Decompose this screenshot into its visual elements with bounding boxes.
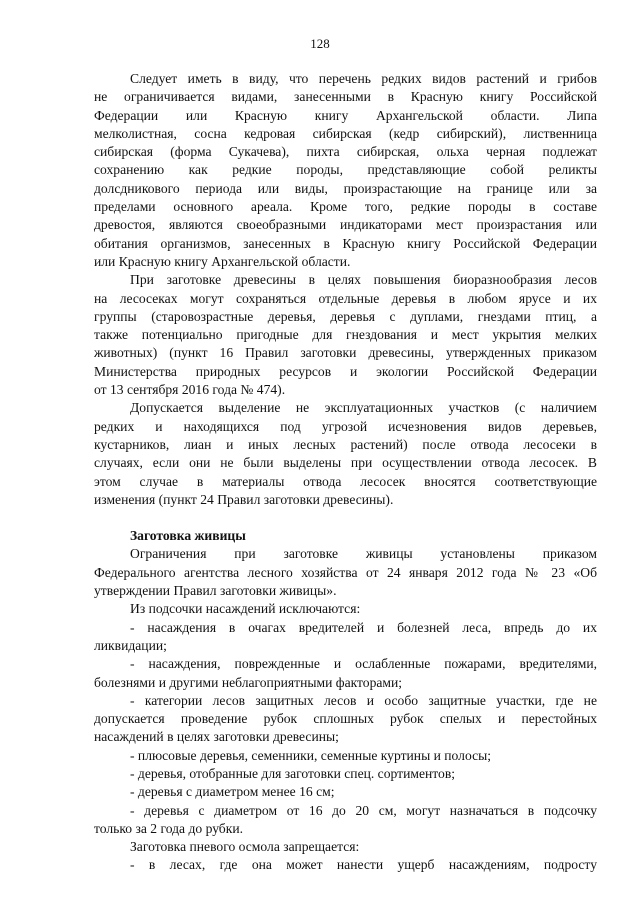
text-line: обитания организмов, занесенных в Красную книгу Российской Федерации bbox=[94, 235, 597, 251]
paragraph-biodiversity bbox=[94, 271, 597, 399]
text-line: мелколистная, сосна кедровая сибирская (кедр сибирский), лиственница bbox=[94, 125, 597, 141]
text-line: древостоя, являются своеобразными индикаторами мест произрастания или bbox=[94, 217, 597, 233]
text-line: - плюсовые деревья, семенники, семенные куртины и полосы; bbox=[130, 747, 492, 763]
text-line: только за 2 года до рубки. bbox=[94, 820, 243, 836]
text-line: допускается проведение рубок сплошных рубок спелых и перестойных bbox=[94, 711, 597, 727]
list-item bbox=[94, 747, 597, 765]
paragraph-resin-restrictions bbox=[94, 545, 597, 600]
text-line: - насаждения в очагах вредителей и болезней леса, впредь до их bbox=[130, 619, 597, 635]
text-line: ликвидации; bbox=[94, 637, 167, 653]
text-line: от 13 сентября 2016 года № 474). bbox=[94, 382, 286, 398]
list-item bbox=[94, 783, 597, 801]
exclusion-list bbox=[94, 619, 597, 839]
section-heading: Заготовка живицы bbox=[130, 528, 246, 544]
text-line: изменения (пункт 24 Правил заготовки древесины). bbox=[94, 491, 394, 507]
text-line: - деревья с диаметром от 16 до 20 см, могут назначаться в подсочку bbox=[130, 802, 597, 818]
text-line: на лесосеках могут сохраняться отдельные деревья в любом ярусе и их bbox=[94, 290, 597, 306]
paragraph-stump-resin bbox=[94, 838, 597, 856]
text-line: - в лесах, где она может нанести ущерб насаждениям, подросту bbox=[130, 857, 597, 873]
paragraph-gap bbox=[94, 509, 597, 527]
text-line: сохранению как редкие породы, представляющие собой реликты bbox=[94, 162, 597, 178]
text-line: утверждении Правил заготовки живицы». bbox=[94, 583, 337, 599]
paragraph-list-intro bbox=[94, 600, 597, 618]
text-line: Допускается выделение не эксплуатационных участков (с наличием bbox=[130, 400, 597, 416]
text-line: - категории лесов защитных лесов и особо защитные участки, где не bbox=[130, 692, 597, 708]
text-line: пределами основного ареала. Кроме того, редкие породы в составе bbox=[94, 199, 597, 215]
paragraph-rare-species bbox=[94, 70, 597, 271]
text-line: - деревья, отобранные для заготовки спец. сортиментов; bbox=[130, 765, 456, 781]
text-line: - деревья с диаметром менее 16 см; bbox=[130, 784, 335, 800]
paragraph-non-operational-areas bbox=[94, 399, 597, 509]
list-item bbox=[94, 655, 597, 692]
text-line: болезнями и другими неблагоприятными факторами; bbox=[94, 674, 403, 690]
list-item bbox=[94, 765, 597, 783]
page-number: 128 bbox=[310, 36, 330, 51]
text-line: группы (старовозрастные деревья, деревья с дуплами, гнездами птиц, а bbox=[94, 308, 597, 324]
text-line: Следует иметь в виду, что перечень редких видов растений и грибов bbox=[130, 71, 597, 86]
text-line: Заготовка пневого осмола запрещается: bbox=[130, 839, 360, 855]
text-line: животных) (пункт 16 Правил заготовки древесины, утвержденных приказом bbox=[94, 345, 597, 361]
text-line: Ограничения при заготовке живицы установлены приказом bbox=[130, 546, 597, 562]
text-line: случаях, если они не были выделены при осуществлении отвода лесосек. В bbox=[94, 455, 597, 471]
text-line: сибирская (форма Сукачева), пихта сибирская, ольха черная подлежат bbox=[94, 144, 597, 160]
paragraph-stump-resin-item bbox=[94, 856, 597, 874]
text-line: этом случае в материалы отвода лесосек вносятся соответствующие bbox=[94, 473, 597, 489]
text-line: - насаждения, поврежденные и ослабленные пожарами, вредителями, bbox=[130, 656, 597, 672]
text-line: долсдникового периода или виды, произрастающие на границе или за bbox=[94, 180, 597, 196]
text-line: насаждений в целях заготовки древесины; bbox=[94, 729, 339, 745]
list-item bbox=[94, 692, 597, 747]
list-item bbox=[94, 619, 597, 656]
text-line: При заготовке древесины в целях повышения биоразнообразия лесов bbox=[130, 272, 597, 288]
text-line: редких и находящихся под угрозой исчезновения видов деревьев, bbox=[94, 418, 597, 434]
text-line: Федерации или Красную книгу Архангельской области. Липа bbox=[94, 107, 597, 123]
text-line: или Красную книгу Архангельской области. bbox=[94, 253, 351, 269]
text-line: кустарников, лиан и иных лесных растений) после отвода лесосеки в bbox=[94, 436, 597, 452]
text-line: Из подсочки насаждений исключаются: bbox=[130, 601, 361, 617]
text-line: Федерального агентства лесного хозяйства от 24 января 2012 года № 23 «Об bbox=[94, 564, 597, 580]
text-line: Министерства природных ресурсов и экологии Российской Федерации bbox=[94, 363, 597, 379]
text-line: не ограничивается видами, занесенными в Красную книгу Российской bbox=[94, 89, 597, 105]
text-line: также потенциально пригодные для гнездования и мест укрытия мелких bbox=[94, 327, 597, 343]
list-item bbox=[94, 802, 597, 839]
document-body bbox=[94, 70, 597, 875]
